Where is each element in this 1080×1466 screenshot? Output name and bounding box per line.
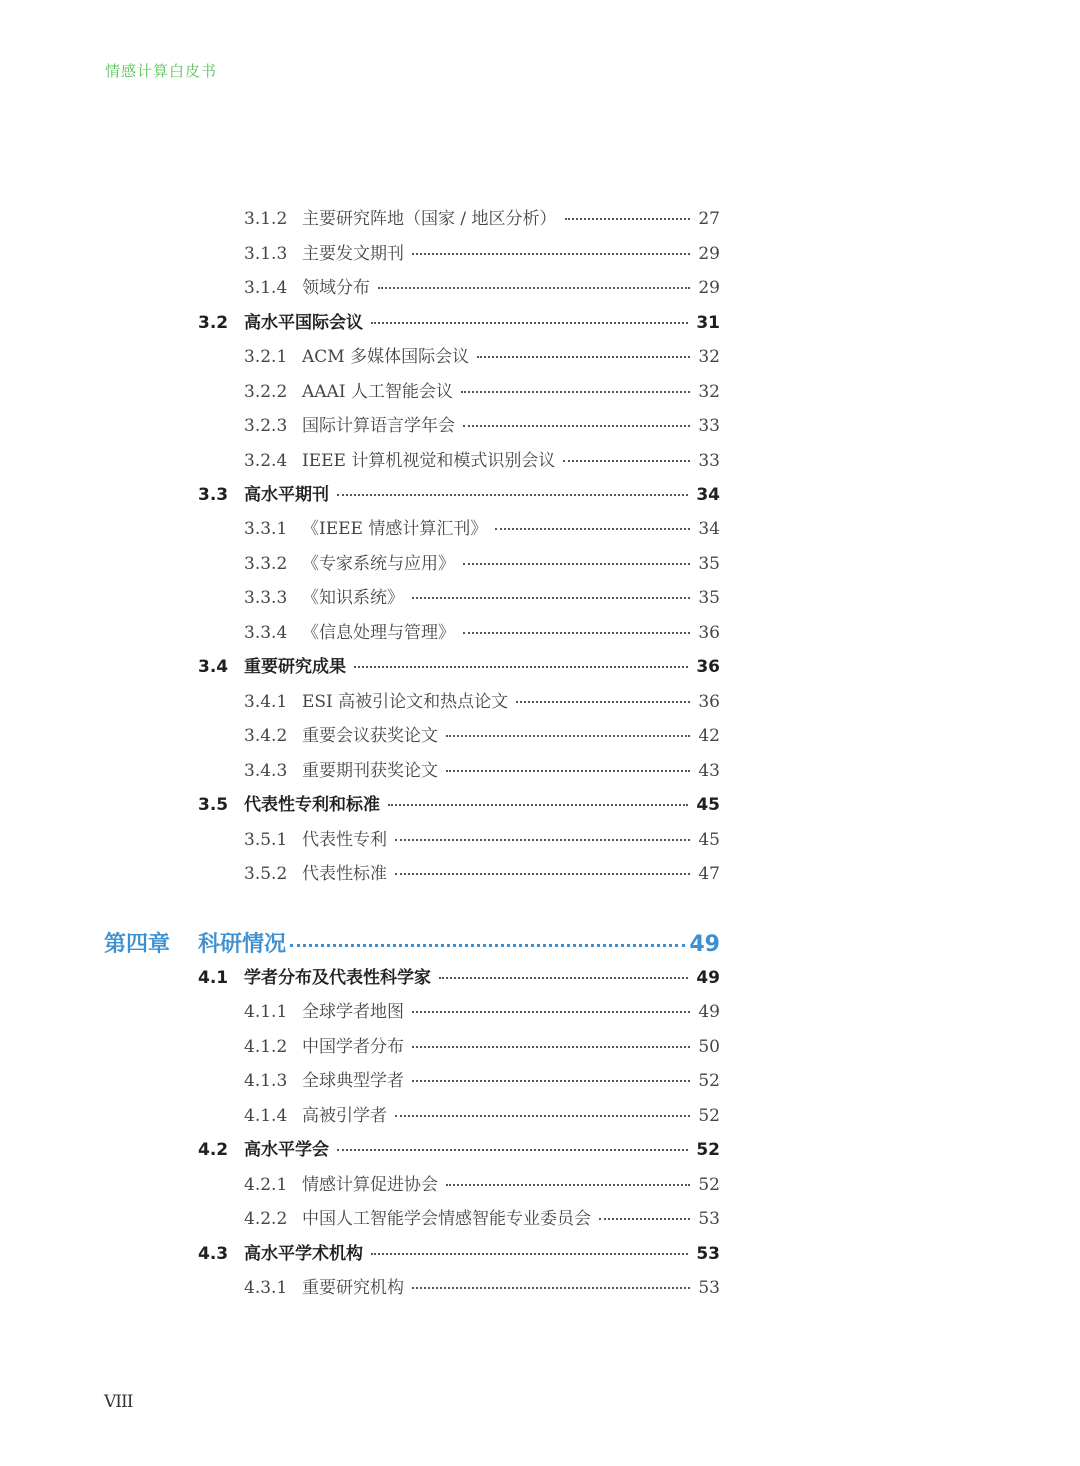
toc-page: 36 bbox=[698, 692, 720, 712]
toc-leader bbox=[354, 666, 688, 668]
toc-entry[interactable] bbox=[198, 487, 720, 504]
toc-page: 47 bbox=[698, 864, 720, 884]
toc-page: 35 bbox=[698, 554, 720, 574]
toc-title: 重要会议获奖论文 bbox=[302, 726, 438, 746]
toc-entry[interactable] bbox=[244, 728, 720, 745]
toc-title: 高水平国际会议 bbox=[244, 313, 363, 333]
toc-entry[interactable] bbox=[244, 349, 720, 366]
toc-title: 代表性标准 bbox=[302, 864, 387, 884]
toc-entry[interactable] bbox=[244, 384, 720, 401]
toc-entry[interactable] bbox=[198, 1142, 720, 1159]
toc-leader bbox=[446, 1184, 690, 1186]
toc-page: 32 bbox=[698, 382, 720, 402]
toc-entry[interactable] bbox=[244, 1004, 720, 1021]
toc-number: 3.3 bbox=[198, 485, 229, 505]
toc-title: AAAI 人工智能会议 bbox=[302, 382, 453, 402]
toc-number: 4.1.3 bbox=[244, 1071, 288, 1091]
toc-number: 3.1.2 bbox=[244, 209, 288, 229]
toc-page: 49 bbox=[696, 968, 720, 988]
toc-leader bbox=[495, 528, 690, 530]
toc-leader bbox=[463, 563, 690, 565]
toc-number: 3.5.2 bbox=[244, 864, 288, 884]
toc-title: 中国人工智能学会情感智能专业委员会 bbox=[302, 1209, 591, 1229]
toc-title: 代表性专利 bbox=[302, 830, 387, 850]
toc-title: 领域分布 bbox=[302, 278, 370, 298]
toc-entry[interactable] bbox=[244, 1108, 720, 1125]
toc-page: 43 bbox=[698, 761, 720, 781]
toc-leader bbox=[378, 287, 690, 289]
toc-page: 45 bbox=[696, 795, 720, 815]
toc-title: 情感计算促进协会 bbox=[302, 1175, 438, 1195]
toc-number: 3.1.3 bbox=[244, 244, 288, 264]
toc-leader bbox=[412, 253, 690, 255]
toc-title: 重要期刊获奖论文 bbox=[302, 761, 438, 781]
toc-title: 科研情况 bbox=[198, 932, 287, 957]
toc-leader bbox=[412, 597, 690, 599]
toc-leader bbox=[463, 425, 690, 427]
toc-title: 高水平期刊 bbox=[244, 485, 329, 505]
toc-number: 3.5 bbox=[198, 795, 229, 815]
toc-entry[interactable] bbox=[244, 590, 720, 607]
toc-entry[interactable] bbox=[244, 1280, 720, 1297]
toc-entry[interactable] bbox=[244, 556, 720, 573]
toc-page: 33 bbox=[698, 451, 720, 471]
toc-number: 4.1.4 bbox=[244, 1106, 288, 1126]
toc-entry[interactable] bbox=[244, 763, 720, 780]
toc-number: 3.3.1 bbox=[244, 519, 288, 539]
toc-title: IEEE 计算机视觉和模式识别会议 bbox=[302, 451, 556, 471]
toc-leader bbox=[463, 632, 690, 634]
toc-title: 《专家系统与应用》 bbox=[302, 554, 455, 574]
toc-number: 3.2.1 bbox=[244, 347, 288, 367]
toc-page: 34 bbox=[696, 485, 720, 505]
toc-leader bbox=[371, 1253, 688, 1255]
toc-page: 29 bbox=[698, 244, 720, 264]
toc-number: 4.2 bbox=[198, 1140, 229, 1160]
toc-number: 3.4.3 bbox=[244, 761, 288, 781]
toc-leader bbox=[412, 1287, 690, 1289]
toc-page: 53 bbox=[698, 1278, 720, 1298]
toc-leader bbox=[461, 391, 690, 393]
toc-number: 3.4.1 bbox=[244, 692, 288, 712]
toc-leader bbox=[412, 1080, 690, 1082]
toc-entry[interactable] bbox=[244, 280, 720, 297]
toc-leader bbox=[395, 1115, 690, 1117]
toc-leader bbox=[388, 804, 688, 806]
toc-entry[interactable] bbox=[198, 797, 720, 814]
toc-leader bbox=[477, 356, 690, 358]
toc-number: 3.4 bbox=[198, 657, 229, 677]
toc-number: 3.2.3 bbox=[244, 416, 288, 436]
toc-title: 中国学者分布 bbox=[302, 1037, 404, 1057]
toc-entry[interactable] bbox=[244, 694, 720, 711]
page-number: VIII bbox=[104, 1392, 133, 1412]
toc-number: 4.1 bbox=[198, 968, 229, 988]
toc-entry[interactable] bbox=[244, 832, 720, 849]
toc-number: 3.5.1 bbox=[244, 830, 288, 850]
toc-title: 国际计算语言学年会 bbox=[302, 416, 455, 436]
toc-number: 4.1.2 bbox=[244, 1037, 288, 1057]
toc-page: 53 bbox=[696, 1244, 720, 1264]
toc-page: 45 bbox=[698, 830, 720, 850]
toc-number: 3.1.4 bbox=[244, 278, 288, 298]
toc-page: 36 bbox=[698, 623, 720, 643]
toc-leader bbox=[395, 873, 690, 875]
toc-chapter-entry[interactable] bbox=[104, 934, 720, 956]
toc-title: 重要研究成果 bbox=[244, 657, 346, 677]
toc-leader bbox=[439, 977, 688, 979]
toc-number: 3.3.2 bbox=[244, 554, 288, 574]
toc-leader bbox=[290, 944, 685, 947]
toc-title: ESI 高被引论文和热点论文 bbox=[302, 692, 509, 712]
toc-number: 3.4.2 bbox=[244, 726, 288, 746]
toc-page: 52 bbox=[698, 1106, 720, 1126]
toc-title: 《信息处理与管理》 bbox=[302, 623, 455, 643]
toc-entry[interactable] bbox=[244, 1039, 720, 1056]
toc-title: 学者分布及代表性科学家 bbox=[244, 968, 431, 988]
toc-leader bbox=[412, 1046, 690, 1048]
toc-number: 4.3.1 bbox=[244, 1278, 288, 1298]
toc-page: 31 bbox=[696, 313, 720, 333]
toc-title: 《IEEE 情感计算汇刊》 bbox=[302, 519, 488, 539]
toc-number: 3.2.4 bbox=[244, 451, 288, 471]
toc-title: 全球典型学者 bbox=[302, 1071, 404, 1091]
running-header: 情感计算白皮书 bbox=[105, 62, 218, 80]
toc-page: 29 bbox=[698, 278, 720, 298]
toc-leader bbox=[446, 770, 690, 772]
toc-leader bbox=[412, 1011, 690, 1013]
toc-leader bbox=[337, 494, 688, 496]
toc-number: 3.3.3 bbox=[244, 588, 288, 608]
toc-title: 重要研究机构 bbox=[302, 1278, 404, 1298]
toc-number: 4.2.1 bbox=[244, 1175, 288, 1195]
toc-entry[interactable] bbox=[244, 211, 720, 228]
toc-leader bbox=[565, 218, 691, 220]
toc-title: ACM 多媒体国际会议 bbox=[302, 347, 470, 367]
toc-leader bbox=[371, 322, 688, 324]
toc-leader bbox=[337, 1149, 688, 1151]
toc-title: 高水平学会 bbox=[244, 1140, 329, 1160]
toc-number: 3.3.4 bbox=[244, 623, 288, 643]
toc-title: 代表性专利和标准 bbox=[244, 795, 380, 815]
toc-entry[interactable] bbox=[198, 659, 720, 676]
toc-page: 36 bbox=[696, 657, 720, 677]
toc-number: 4.3 bbox=[198, 1244, 229, 1264]
toc-entry[interactable] bbox=[244, 246, 720, 263]
toc-title: 高水平学术机构 bbox=[244, 1244, 363, 1264]
toc-number: 4.1.1 bbox=[244, 1002, 288, 1022]
toc-page: 52 bbox=[696, 1140, 720, 1160]
toc-entry[interactable] bbox=[244, 418, 720, 435]
toc-leader bbox=[516, 701, 690, 703]
toc-entry[interactable] bbox=[244, 1211, 720, 1228]
toc-leader bbox=[563, 460, 690, 462]
toc-title: 主要研究阵地（国家 / 地区分析） bbox=[302, 209, 557, 229]
toc-page: 52 bbox=[698, 1175, 720, 1195]
toc-number: 3.2 bbox=[198, 313, 229, 333]
toc-entry[interactable] bbox=[244, 1177, 720, 1194]
toc-entry[interactable] bbox=[198, 1246, 720, 1263]
toc-title: 主要发文期刊 bbox=[302, 244, 404, 264]
toc-page: 50 bbox=[698, 1037, 720, 1057]
toc-number: 第四章 bbox=[104, 932, 171, 957]
toc-page: 35 bbox=[698, 588, 720, 608]
toc-page: 32 bbox=[698, 347, 720, 367]
toc-entry[interactable] bbox=[244, 625, 720, 642]
toc-entry[interactable] bbox=[198, 970, 720, 987]
toc-page: 33 bbox=[698, 416, 720, 436]
toc-entry[interactable] bbox=[244, 866, 720, 883]
toc-leader bbox=[599, 1218, 690, 1220]
toc-page: 53 bbox=[698, 1209, 720, 1229]
toc-title: 《知识系统》 bbox=[302, 588, 404, 608]
toc-title: 高被引学者 bbox=[302, 1106, 387, 1126]
toc-entry[interactable] bbox=[244, 521, 720, 538]
toc-page: 34 bbox=[698, 519, 720, 539]
toc-page: 27 bbox=[698, 209, 720, 229]
toc-page: 52 bbox=[698, 1071, 720, 1091]
toc-entry[interactable] bbox=[244, 453, 720, 470]
toc-number: 4.2.2 bbox=[244, 1209, 288, 1229]
toc-entry[interactable] bbox=[198, 315, 720, 332]
toc-title: 全球学者地图 bbox=[302, 1002, 404, 1022]
toc-number: 3.2.2 bbox=[244, 382, 288, 402]
toc-leader bbox=[446, 735, 690, 737]
toc-page: 49 bbox=[689, 932, 720, 957]
toc-entry[interactable] bbox=[244, 1073, 720, 1090]
toc-page: 49 bbox=[698, 1002, 720, 1022]
toc-leader bbox=[395, 839, 690, 841]
toc-page: 42 bbox=[698, 726, 720, 746]
